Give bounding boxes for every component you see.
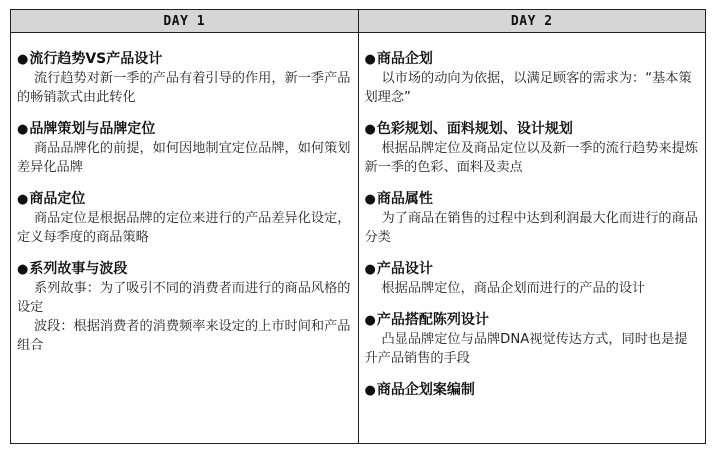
bullet-icon: ●: [17, 122, 29, 137]
topic-title: [365, 190, 700, 209]
topic-section: [365, 120, 700, 177]
topic-title-text: 流行趋势VS产品设计: [29, 51, 163, 67]
day2-column: [358, 33, 706, 443]
topic-title-text: 色彩规划、面料规划、设计规划: [376, 121, 573, 137]
bullet-icon: ●: [364, 313, 376, 328]
topic-title: [365, 311, 700, 330]
topic-description: 凸显品牌定位与品牌DNA视觉传达方式，同时也是提升产品销售的手段: [364, 332, 688, 366]
topic-description: 以市场的动向为依据，以满足顾客的需求为：“基本策划理念”: [364, 71, 692, 105]
day2-header: DAY 2: [358, 10, 706, 32]
day1-column: [11, 33, 358, 443]
topic-description: 根据品牌定位及商品定位以及新一季的流行趋势来提炼新一季的色彩、面料及卖点: [364, 141, 698, 175]
topic-title: [365, 120, 700, 139]
topic-title: [365, 260, 700, 279]
topic-section: [365, 50, 700, 107]
bullet-icon: ●: [17, 52, 29, 67]
topic-title: [365, 50, 700, 69]
table-header: [11, 10, 705, 33]
topic-section: [365, 190, 700, 247]
topic-section: [365, 381, 700, 400]
topic-description: 商品定位是根据品牌的定位来进行的产品差异化设定，定义每季度的商品策略: [17, 211, 351, 245]
bullet-icon: ●: [17, 262, 29, 277]
topic-title-text: 产品设计: [376, 261, 433, 277]
table-body: [11, 33, 705, 443]
topic-section: [17, 120, 352, 177]
topic-description: 根据品牌定位，商品企划而进行的产品的设计: [381, 281, 646, 296]
topic-title-text: 系列故事与波段: [29, 261, 128, 277]
topic-title: [17, 50, 352, 69]
topic-section: [17, 260, 352, 355]
day1-header: DAY 1: [163, 13, 206, 29]
bullet-icon: ●: [364, 262, 376, 277]
topic-section: [17, 190, 352, 247]
topic-title-text: 商品属性: [376, 191, 433, 207]
topic-title-text: 品牌策划与品牌定位: [29, 121, 156, 137]
topic-description: 商品品牌化的前提，如何因地制宜定位品牌，如何策划差异化品牌: [17, 141, 351, 175]
topic-description: 流行趋势对新一季的产品有着引导的作用，新一季产品的畅销款式由此转化: [17, 71, 351, 105]
bullet-icon: ●: [364, 122, 376, 137]
topic-title: [17, 120, 352, 139]
topic-description: 为了商品在销售的过程中达到利润最大化而进行的商品分类: [364, 211, 698, 245]
topic-section: [365, 260, 700, 298]
topic-section: [17, 50, 352, 107]
topic-title-text: 商品企划案编制: [376, 382, 475, 398]
topic-description: 波段：根据消费者的消费频率来设定的上市时间和产品组合: [17, 319, 351, 353]
topic-title: [17, 190, 352, 209]
topic-title-text: 商品定位: [29, 191, 86, 207]
bullet-icon: ●: [364, 52, 376, 67]
bullet-icon: ●: [364, 383, 376, 398]
topic-description: 系列故事：为了吸引不同的消费者而进行的商品风格的设定: [17, 281, 351, 315]
bullet-icon: ●: [364, 192, 376, 207]
topic-section: [365, 311, 700, 368]
bullet-icon: ●: [17, 192, 29, 207]
topic-title-text: 商品企划: [376, 51, 433, 67]
topic-title: [365, 381, 700, 400]
topic-title: [17, 260, 352, 279]
topic-title-text: 产品搭配陈列设计: [376, 312, 489, 328]
schedule-table: [10, 9, 706, 444]
